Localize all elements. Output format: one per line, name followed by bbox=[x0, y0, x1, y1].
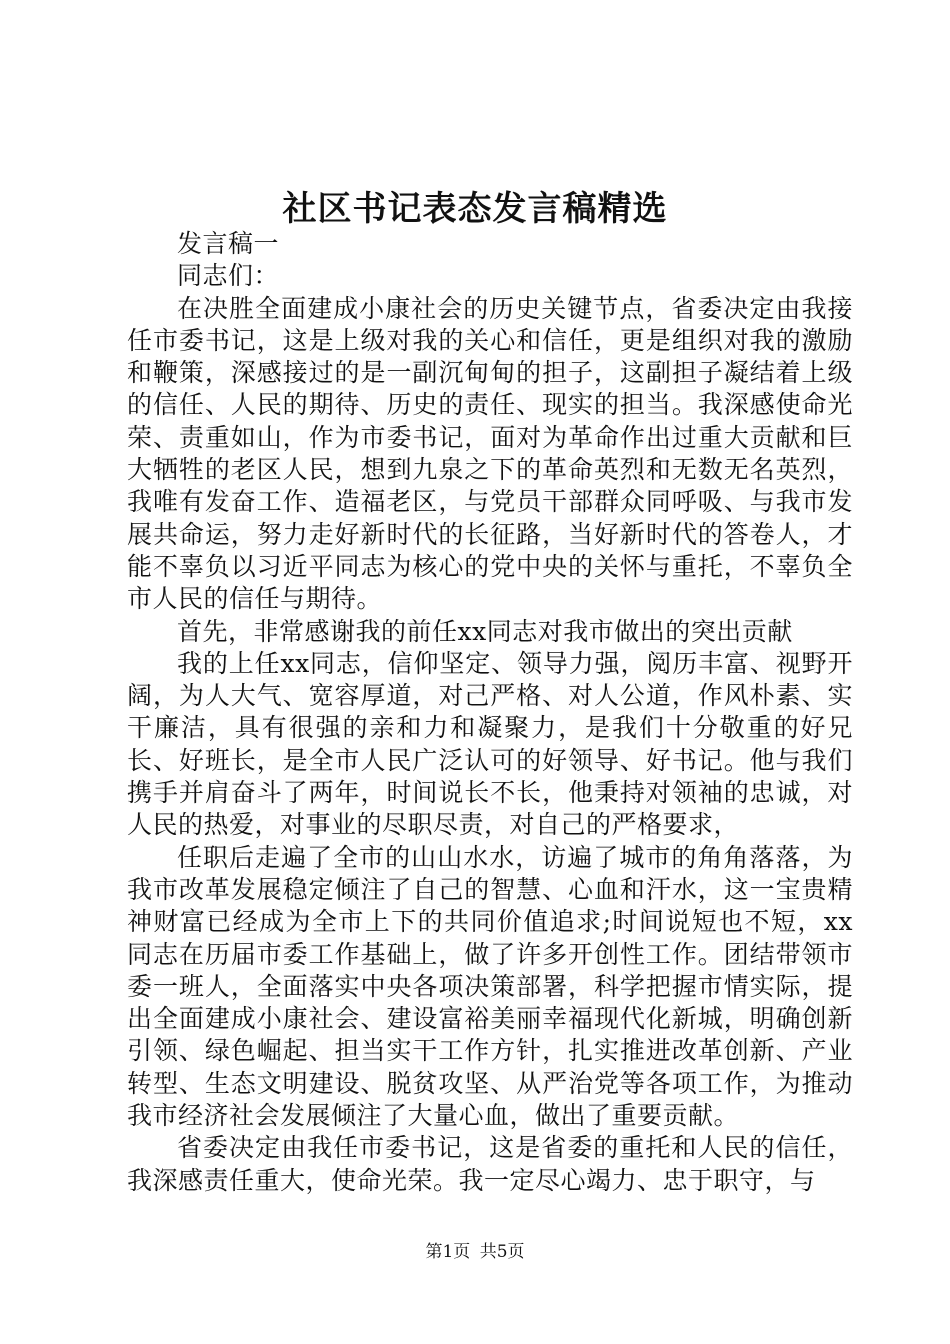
document-title: 社区书记表态发言稿精选 bbox=[282, 189, 668, 229]
paragraph: 省委决定由我任市委书记，这是省委的重托和人民的信任，我深感责任重大，使命光荣。我一定尽心竭力、忠于职守，与 bbox=[127, 1133, 853, 1195]
paragraph: 任职后走遍了全市的山山水水，访遍了城市的角角落落，为我市改革发展稳定倾注了自己的智慧、心血和汗水，这一宝贵精神财富已经成为全市上下的共同价值追求;时间说短也不短，xx同志在历届市委工作基础上，做了许多开创性工作。团结带领市委一班人，全面落实中央各项决策部署，科学把握市情实际，提出全面建成小康社会、建设富裕美丽幸福现代化新城，明确创新引领、绿色崛起、担当实干工作方针，扎实推进改革创新、产业转型、生态文明建设、脱贫攻坚、从严治党等各项工作，为推动我市经济社会发展倾注了大量心血，做出了重要贡献。 bbox=[127, 842, 853, 1131]
paragraph: 在决胜全面建成小康社会的历史关键节点，省委决定由我接任市委书记，这是上级对我的关心和信任，更是组织对我的激励和鞭策，深感接过的是一副沉甸甸的担子，这副担子凝结着上级的信任、人民的期待、历史的责任、现实的担当。我深感使命光荣、责重如山，作为市委书记，面对为革命作出过重大贡献和巨大牺牲的老区人民，想到九泉之下的革命英烈和无数无名英烈，我唯有发奋工作、造福老区，与党员干部群众同呼吸、与我市发展共命运，努力走好新时代的长征路，当好新时代的答卷人，才能不辜负以习近平同志为核心的党中央的关怀与重托，不辜负全市人民的信任与期待。 bbox=[127, 293, 853, 614]
page-total: 共5页 bbox=[479, 1242, 525, 1262]
paragraph-heading: 发言稿一 bbox=[177, 229, 280, 258]
paragraph: 首先，非常感谢我的前任xx同志对我市做出的突出贡献 bbox=[177, 616, 793, 646]
document-body bbox=[127, 228, 853, 1197]
page-footer bbox=[0, 1240, 950, 1264]
paragraph-salutation: 同志们： bbox=[177, 261, 280, 291]
page-number: 第1页 bbox=[425, 1242, 471, 1262]
paragraph: 我的上任xx同志，信仰坚定、领导力强，阅历丰富、视野开阔，为人大气、宽容厚道，对己严格、对人公道，作风朴素、实干廉洁，具有很强的亲和力和凝聚力，是我们十分敬重的好兄长、好班长，是全市人民广泛认可的好领导、好书记。他与我们携手并肩奋斗了两年，时间说长不长，他秉持对领袖的忠诚，对人民的热爱，对事业的尽职尽责，对自己的严格要求， bbox=[127, 648, 853, 840]
